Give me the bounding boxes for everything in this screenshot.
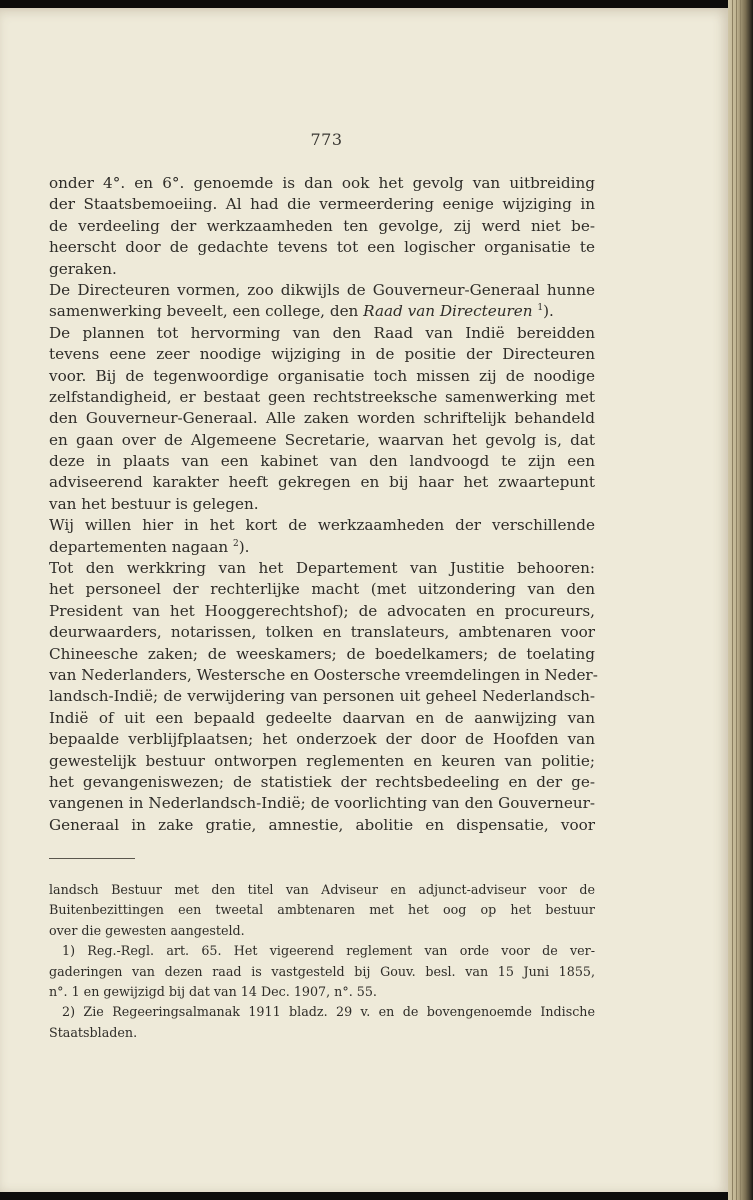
- text-line: departementen nagaan $^2$).: [49, 537, 250, 556]
- text-line: en gaan over de Algemeene Secretarie, waarvan het gevolg is, dat: [49, 430, 595, 449]
- book-page: [0, 8, 728, 1192]
- text-line: De plannen tot hervorming van den Raad van Indië bereidden: [49, 323, 595, 342]
- main-text: [49, 173, 598, 836]
- text-line: heerscht door de gedachte tevens tot een logischer organisatie te: [49, 238, 595, 257]
- text-line: der Staatsbemoeiing. Al had die vermeerdering eenige wijziging in: [49, 195, 595, 214]
- text-line: voor. Bij de tegenwoordige organisatie toch missen zij de noodige: [49, 366, 595, 385]
- text-line: Generaal in zake gratie, amnestie, abolitie en dispensatie, voor: [49, 815, 595, 834]
- text-line: De Directeuren vormen, zoo dikwijls de Gouverneur-Generaal hunne: [49, 280, 595, 299]
- page-number: 773: [310, 130, 343, 149]
- text-line: adviseerend karakter heeft gekregen en bij haar het zwaartepunt: [49, 473, 595, 492]
- text-line: onder 4°. en 6°. genoemde is dan ook het gevolg van uitbreiding: [49, 174, 595, 192]
- footnote-line: gaderingen van dezen raad is vastgesteld bij Gouv. besl. van 15 Juni 1855,: [49, 963, 595, 979]
- page-stack-edge: [728, 0, 753, 1200]
- edge-line: [736, 0, 737, 1200]
- text-line: Chineesche zaken; de weeskamers; de boedelkamers; de toelating: [49, 644, 595, 663]
- text-line: Wij willen hier in het kort de werkzaamheden der verschillende: [49, 516, 595, 535]
- text-line: het personeel der rechterlijke macht (met uitzondering van den: [49, 580, 595, 599]
- footnote-line: 1) Reg.-Regl. art. 65. Het vigeerend reglement van orde voor de ver-: [62, 943, 595, 959]
- text-line: landsch-Indië; de verwijdering van personen uit geheel Nederlandsch-: [49, 687, 595, 706]
- text-line: den Gouverneur-Generaal. Alle zaken worden schriftelijk behandeld: [49, 409, 595, 428]
- text-line: President van het Hooggerechtshof); de advocaten en procureurs,: [49, 601, 595, 620]
- text-line: vangenen in Nederlandsch-Indië; de voorlichting van den Gouverneur-: [49, 794, 595, 813]
- italic-term: Raad van Directeuren: [363, 302, 533, 321]
- text-line: de verdeeling der werkzaamheden ten gevolge, zij werd niet be-: [49, 216, 595, 235]
- footnotes: [49, 880, 595, 1043]
- footnote-line: 2) Zie Regeeringsalmanak 1911 bladz. 29 v. en de bovengenoemde Indische: [62, 1004, 595, 1020]
- footnote-line: n°. 1 en gewijzigd bij dat van 14 Dec. 1907, n°. 55.: [49, 983, 377, 999]
- text-line: zelfstandigheid, er bestaat geen rechtstreeksche samenwerking met: [49, 387, 595, 406]
- text-line: Tot den werkkring van het Departement van Justitie behooren:: [49, 559, 595, 578]
- footnote-ref: 2: [233, 538, 239, 549]
- footnote-divider: [49, 858, 135, 859]
- text-line: geraken.: [49, 259, 117, 278]
- text-line: Indië of uit een bepaald gedeelte daarvan en de aanwijzing van: [49, 708, 595, 727]
- text-line: het gevangeniswezen; de statistiek der rechtsbedeeling en der ge-: [49, 772, 595, 791]
- text-line: van het bestuur is gelegen.: [49, 494, 259, 513]
- edge-line: [740, 0, 741, 1200]
- text-line: deze in plaats van een kabinet van den landvoogd te zijn een: [49, 452, 595, 471]
- footnote-line: landsch Bestuur met den titel van Adviseur en adjunct-adviseur voor de: [49, 882, 595, 897]
- text-line: samenwerking beveelt, een college, den Raad van Directeuren $^1$).: [49, 302, 554, 321]
- edge-line: [732, 0, 733, 1200]
- text-line: van Nederlanders, Westersche en Oostersche vreemdelingen in Neder-: [49, 665, 598, 684]
- text-line: bepaalde verblijfplaatsen; het onderzoek der door de Hoofden van: [49, 730, 595, 749]
- text-line: gewestelijk bestuur ontworpen reglementen en keuren van politie;: [49, 751, 595, 770]
- footnote-ref: 1: [537, 303, 544, 314]
- text-line: deurwaarders, notarissen, tolken en translateurs, ambtenaren voor: [49, 623, 595, 642]
- text-line: tevens eene zeer noodige wijziging in de positie der Directeuren: [49, 345, 595, 364]
- footnote-line: Staatsbladen.: [49, 1024, 138, 1040]
- footnote-line: Buitenbezittingen een tweetal ambtenaren met het oog op het bestuur: [49, 902, 595, 918]
- footnote-line: over die gewesten aangesteld.: [49, 922, 245, 938]
